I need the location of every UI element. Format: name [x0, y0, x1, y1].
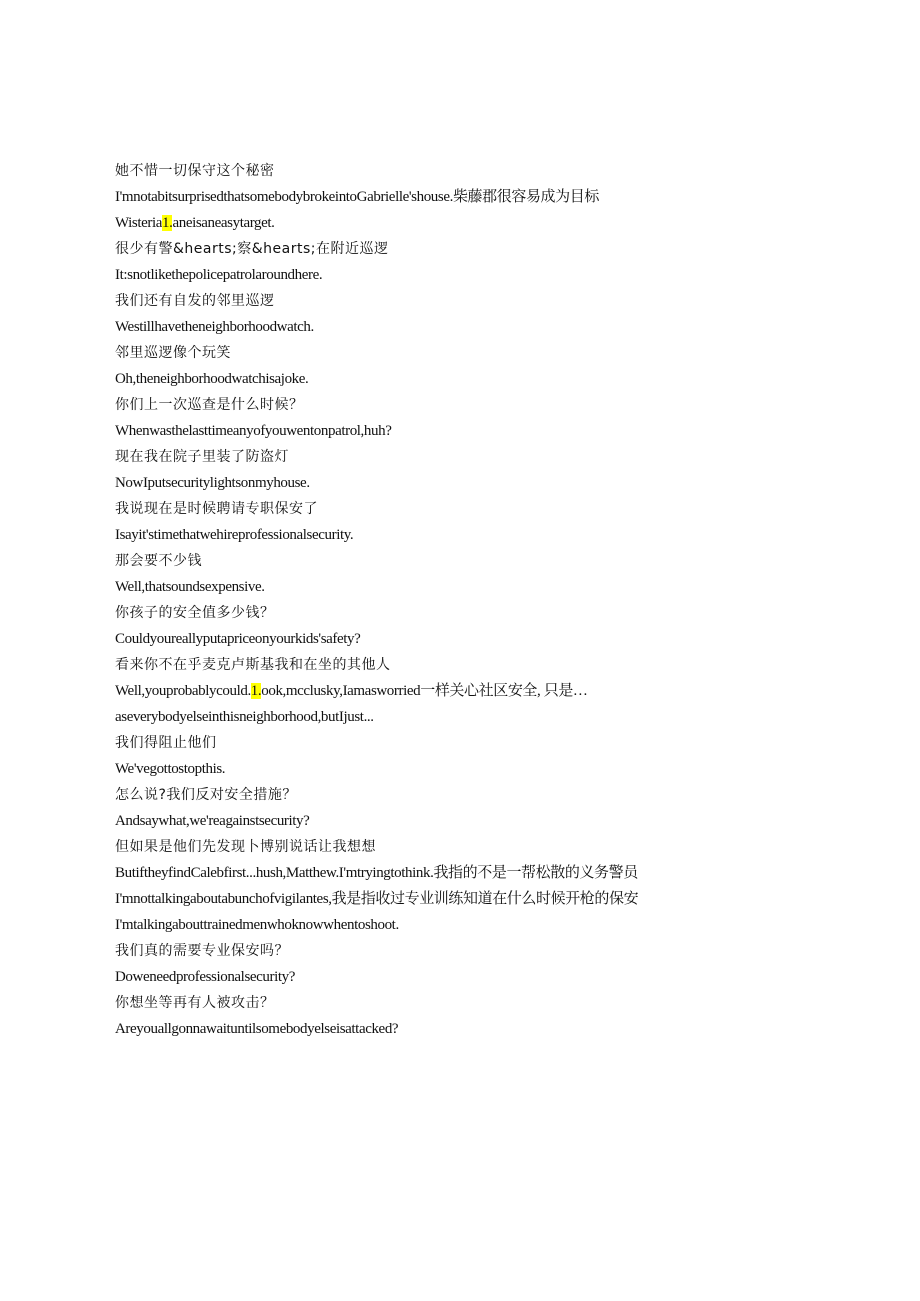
subtitle-text-body — [115, 160, 650, 1044]
text-segment: aneisaneasytarget. — [172, 215, 275, 231]
text-segment: Well,youprobablycould. — [115, 683, 251, 699]
text-line: We'vegottostopthis. — [115, 761, 226, 777]
highlighted-marker: 1. — [250, 683, 262, 699]
text-segment: ook,mcclusky,Iamasworried一样关心社区安全, 只是… — [261, 683, 588, 699]
text-line: 你孩子的安全值多少钱？ — [115, 605, 275, 621]
text-line: 邻里巡逻像个玩笑 — [115, 345, 231, 361]
text-line: 我们还有自发的邻里巡逻 — [115, 293, 275, 309]
text-line: ButiftheyfindCalebfirst...hush,Matthew.I'mtryingtothink.我指的不是一帮松散的义务警员 — [115, 865, 638, 881]
text-line: 你们上一次巡查是什么时候？ — [115, 397, 304, 413]
text-line: I'mnotabitsurprisedthatsomebodybrokeintoGabrielle'shouse.柴藤郡很容易成为目标 — [115, 189, 599, 205]
highlighted-marker: 1. — [162, 215, 173, 231]
text-line: 你想坐等再有人被攻击？ — [115, 995, 275, 1011]
text-line: 那会要不少钱 — [115, 553, 202, 569]
text-line: Andsaywhat,we'reagainstsecurity? — [115, 813, 310, 829]
text-line: Couldyoureallyputapriceonyourkids'safety? — [115, 631, 361, 647]
text-line: 看来你不在乎麦克卢斯基我和在坐的其他人 — [115, 657, 391, 673]
text-line: 我们得阻止他们 — [115, 735, 217, 751]
text-line: aseverybodyelseinthisneighborhood,butIjust... — [115, 709, 374, 725]
text-line: I'mtalkingabouttrainedmenwhoknowwhentoshoot. — [115, 917, 399, 933]
text-line: 现在我在院子里装了防盗灯 — [115, 449, 289, 465]
text-line: Oh,theneighborhoodwatchisajoke. — [115, 371, 309, 387]
text-line: It:snotlikethepolicepatrolaroundhere. — [115, 267, 323, 283]
text-line: Areyouallgonnawaituntilsomebodyelseisattacked? — [115, 1021, 399, 1037]
text-segment: Wisteria — [115, 215, 163, 231]
text-line: NowIputsecuritylightsonmyhouse. — [115, 475, 310, 491]
text-line: 怎么说?我们反对安全措施？ — [115, 787, 297, 803]
text-line: 我们真的需要专业保安吗？ — [115, 943, 289, 959]
text-line: 我说现在是时候聘请专职保安了 — [115, 501, 318, 517]
text-line: Whenwasthelasttimeanyofyouwentonpatrol,huh? — [115, 423, 392, 439]
text-line: 她不惜一切保守这个秘密 — [115, 163, 275, 179]
text-line: I'mnottalkingaboutabunchofvigilantes,我是指收过专业训练知道在什么时候开枪的保安 — [115, 891, 639, 907]
text-line: Westillhavetheneighborhoodwatch. — [115, 319, 314, 335]
text-line: Isayit'stimethatwehireprofessionalsecurity. — [115, 527, 354, 543]
text-line — [115, 212, 650, 235]
text-line: 但如果是他们先发现卜博别说话让我想想 — [115, 839, 376, 855]
text-line: Well,thatsoundsexpensive. — [115, 579, 265, 595]
text-line — [115, 680, 650, 703]
text-line: Doweneedprofessionalsecurity? — [115, 969, 295, 985]
text-line: 很少有警&hearts;察&hearts;在附近巡逻 — [115, 241, 389, 257]
